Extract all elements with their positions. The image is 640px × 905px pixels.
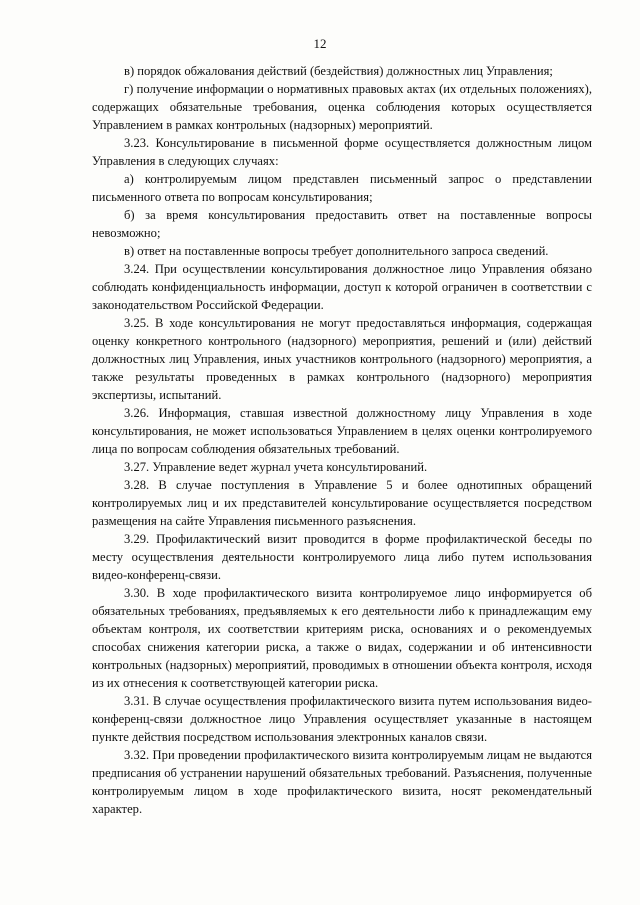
paragraph: 3.25. В ходе консультирования не могут предоставляться информация, содержащая оценку конкретного контрольного (надзорного) мероприятия, решений и (или) действий должностных лиц Управления, иных участников контрольного (надзорного) мероприятия, а также результаты проведенных в рамках контрольного (надзорного) мероприятия экспертизы, испытаний.	[92, 316, 592, 402]
paragraph: 3.30. В ходе профилактического визита контролируемое лицо информируется об обязательных требованиях, предъявляемых к его деятельности либо к принадлежащим ему объектам контроля, их соответствии критериям риска, основаниях и о рекомендуемых способах снижения категории риска, а также о видах, содержании и об интенсивности контрольных (надзорных) мероприятий, проводимых в отношении объекта контроля, исходя из их отнесения к соответствующей категории риска.	[92, 586, 592, 690]
paragraph: 3.24. При осуществлении консультирования должностное лицо Управления обязано соблюдать конфиденциальность информации, доступ к которой ограничен в соответствии с законодательством Российской Федерации.	[92, 262, 592, 312]
paragraph: г) получение информации о нормативных правовых актах (их отдельных положениях), содержащих обязательные требования, оценка соблюдения которых осуществляется Управлением в рамках контрольных (надзорных) мероприятий.	[92, 82, 592, 132]
paragraph: 3.27. Управление ведет журнал учета консультирований.	[124, 460, 428, 474]
paragraph: 3.23. Консультирование в письменной форме осуществляется должностным лицом Управления в следующих случаях:	[92, 136, 592, 168]
paragraph: 3.29. Профилактический визит проводится в форме профилактической беседы по месту осуществления деятельности контролируемого лица либо путем использования видео-конференц-связи.	[92, 532, 592, 582]
page-number: 12	[313, 36, 327, 51]
paragraph: 3.31. В случае осуществления профилактического визита путем использования видео-конференц-связи должностное лицо Управления осуществляет указанные в настоящем пункте действия посредством использования электронных каналов связи.	[92, 694, 592, 744]
document-body	[92, 62, 592, 818]
paragraph: 3.26. Информация, ставшая известной должностному лицу Управления в ходе консультирования, не может использоваться Управлением в целях оценки контролируемого лица по вопросам соблюдения обязательных требований.	[92, 406, 592, 456]
paragraph: в) порядок обжалования действий (бездействия) должностных лиц Управления;	[124, 64, 553, 78]
paragraph: 3.32. При проведении профилактического визита контролируемым лицам не выдаются предписания об устранении нарушений обязательных требований. Разъяснения, полученные контролируемым лицом в ходе профилактического визита, носят рекомендательный характер.	[92, 748, 592, 816]
paragraph: а) контролируемым лицом представлен письменный запрос о представлении письменного ответа по вопросам консультирования;	[92, 172, 592, 204]
paragraph: б) за время консультирования предоставить ответ на поставленные вопросы невозможно;	[92, 208, 592, 240]
paragraph: в) ответ на поставленные вопросы требует дополнительного запроса сведений.	[124, 244, 549, 258]
paragraph: 3.28. В случае поступления в Управление 5 и более однотипных обращений контролируемых лиц и их представителей консультирование осуществляется посредством размещения на сайте Управления письменного разъяснения.	[92, 478, 592, 528]
